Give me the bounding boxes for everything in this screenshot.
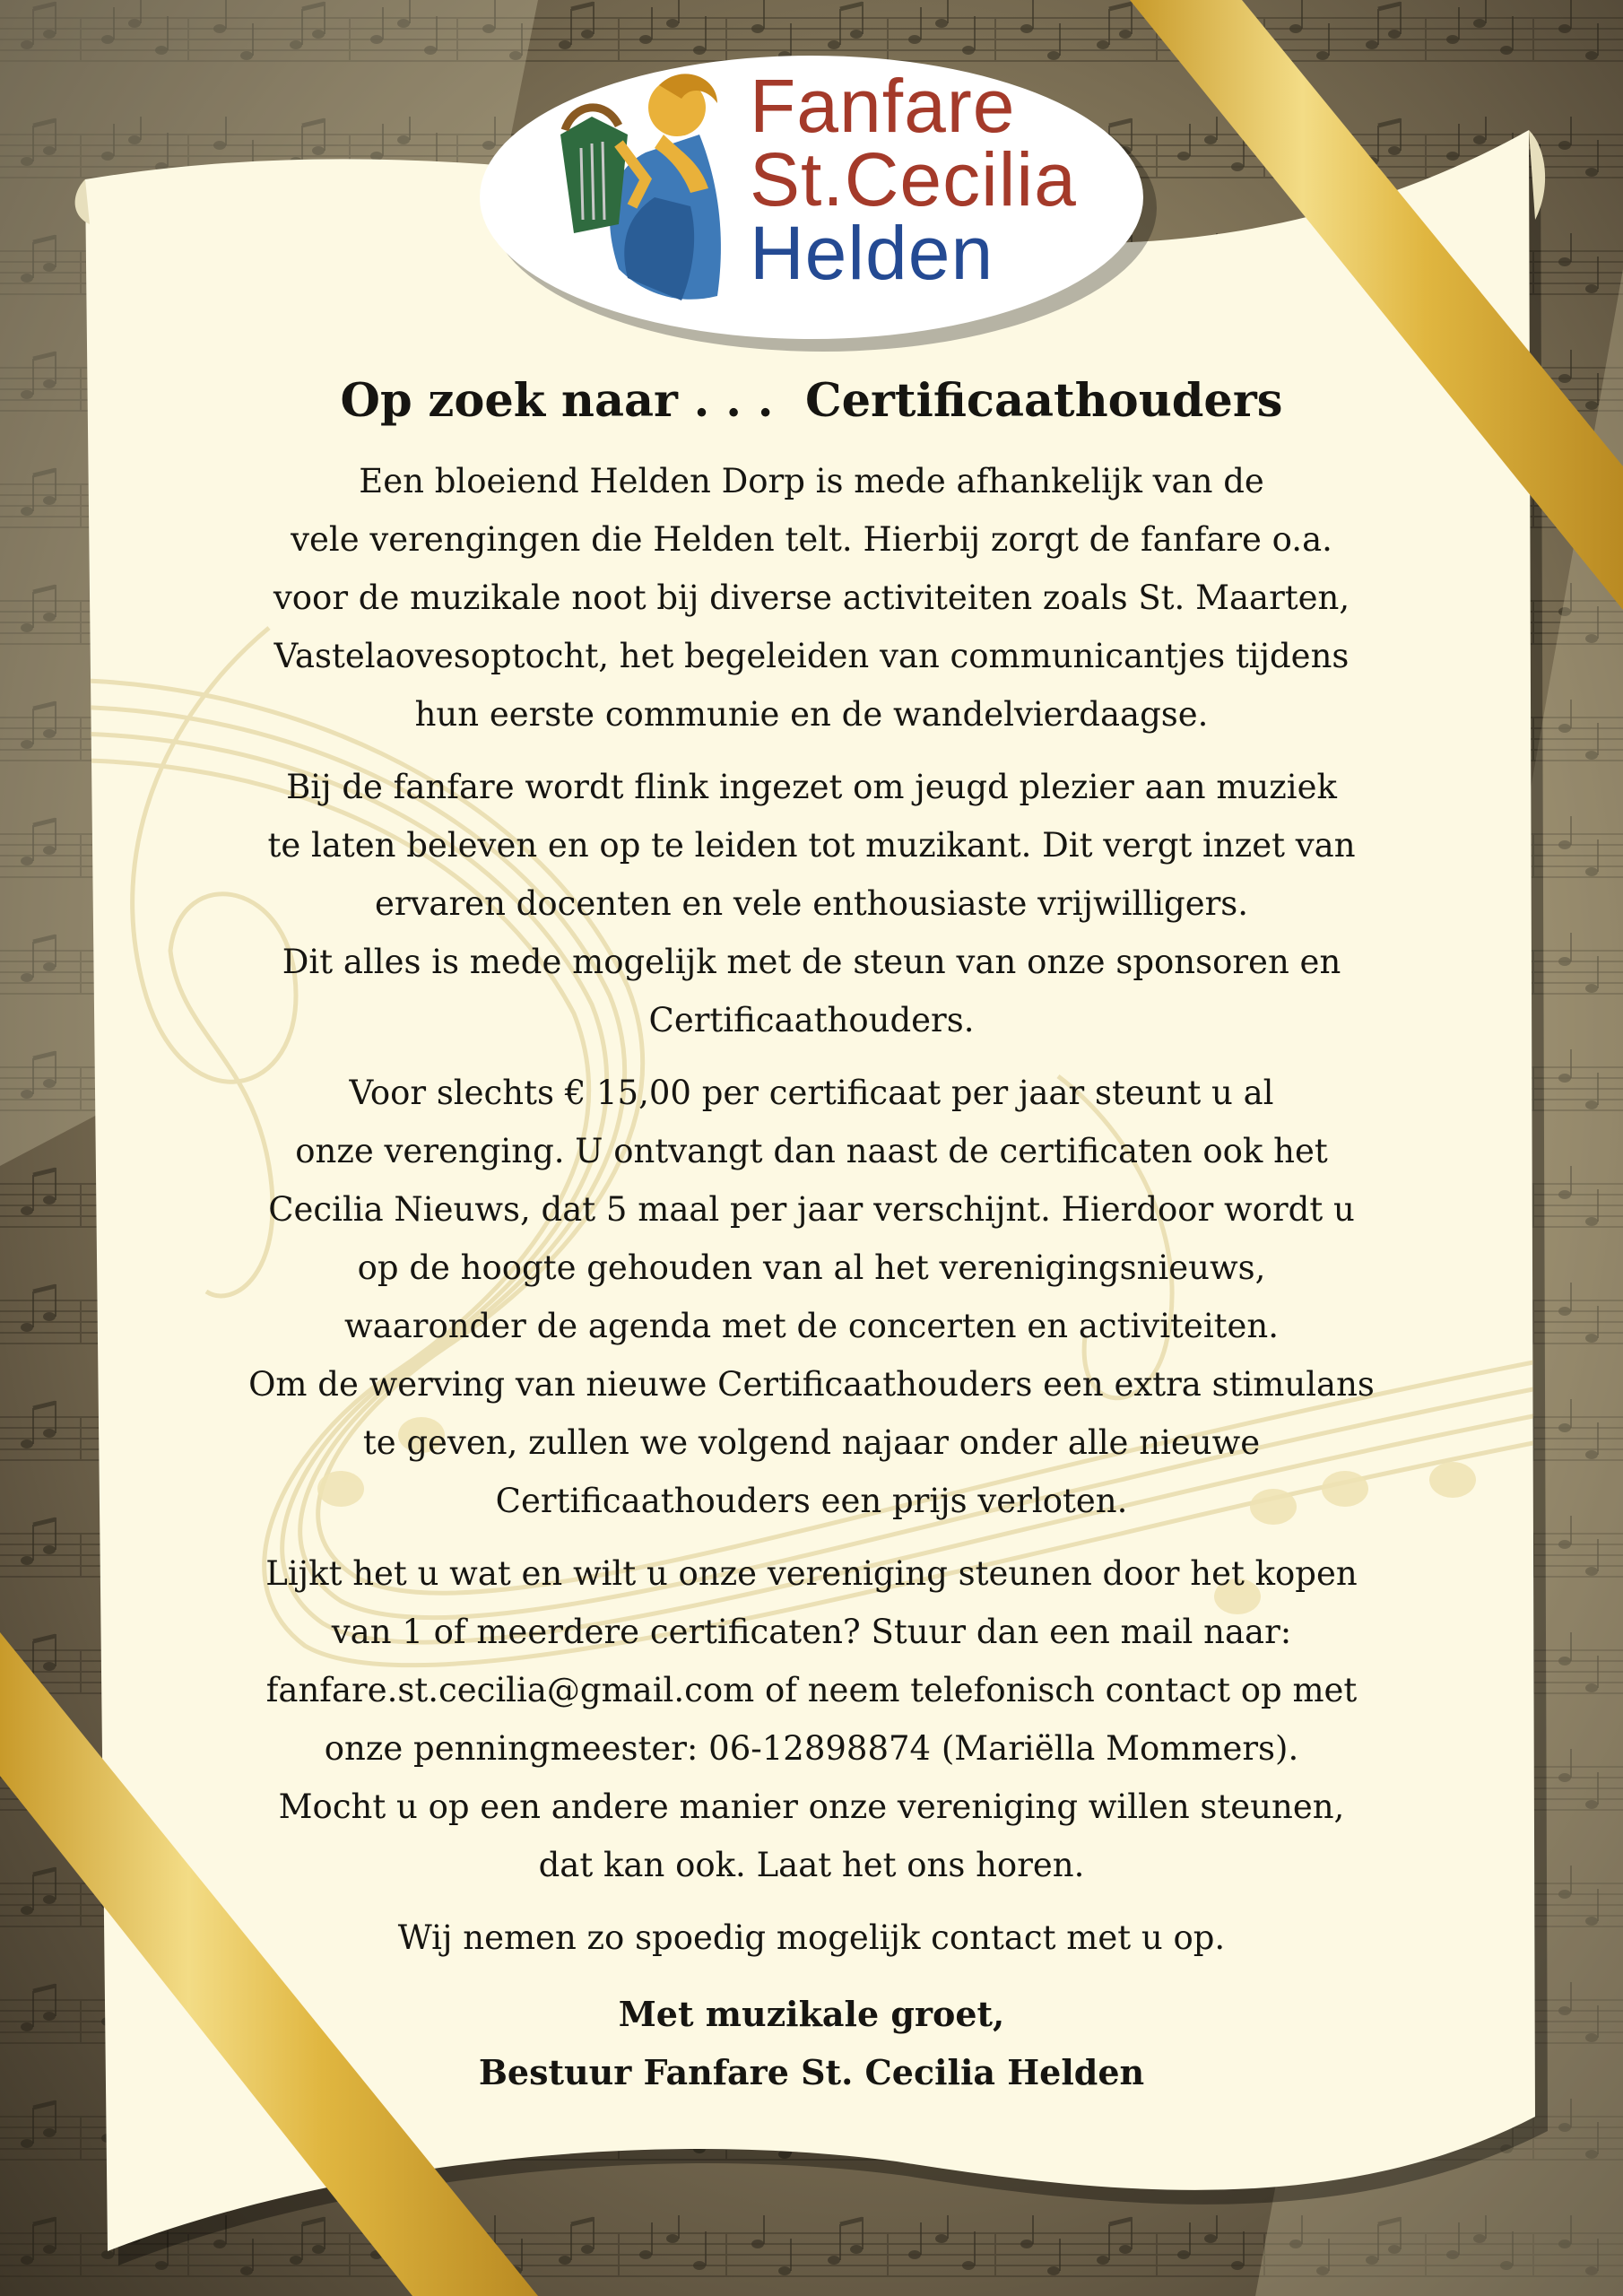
text-line: Wij nemen zo spoedig mogelijk contact met u op. bbox=[397, 1918, 1226, 1957]
text-line: waaronder de agenda met de concerten en activiteiten. bbox=[343, 1307, 1280, 1345]
text-line-phone: onze penningmeester: 06-12898874 (Mariëlla Mommers). bbox=[324, 1729, 1299, 1768]
text-line: vele verengingen die Helden telt. Hierbij zorgt de fanfare o.a. bbox=[291, 520, 1332, 559]
text-line-email: fanfare.st.cecilia@gmail.com of neem telefonisch contact op met bbox=[265, 1671, 1358, 1709]
text-line: op de hoogte gehouden van al het verenigingsnieuws, bbox=[357, 1248, 1266, 1287]
paragraph-1 bbox=[170, 452, 1453, 744]
text-line: Vastelaovesoptocht, het begeleiden van communicantjes tijdens bbox=[273, 637, 1350, 675]
text-line: voor de muzikale noot bij diverse activiteiten zoals St. Maarten, bbox=[273, 578, 1350, 617]
text-line: Certificaathouders een prijs verloten. bbox=[495, 1482, 1128, 1520]
paragraph-4 bbox=[170, 1544, 1453, 1894]
text-line: Dit alles is mede mogelijk met de steun van onze sponsoren en bbox=[282, 943, 1341, 981]
text-line: te laten beleven en op te leiden tot muzikant. Dit vergt inzet van bbox=[267, 826, 1356, 865]
text-line: ervaren docenten en vele enthousiaste vrijwilligers. bbox=[374, 884, 1249, 923]
text-line: Mocht u op een andere manier onze vereniging willen steunen, bbox=[278, 1787, 1345, 1826]
text-line: van 1 of meerdere certificaten? Stuur dan een mail naar: bbox=[331, 1613, 1292, 1651]
flyer-content bbox=[170, 370, 1453, 2101]
text-line: Voor slechts € 15,00 per certificaat per jaar steunt u al bbox=[349, 1074, 1274, 1112]
closing-sender: Bestuur Fanfare St. Cecilia Helden bbox=[478, 2052, 1145, 2092]
text-line: Certificaathouders. bbox=[648, 1001, 975, 1039]
text-line: te geven, zullen we volgend najaar onder alle nieuwe bbox=[362, 1423, 1261, 1462]
logo-wordmark bbox=[750, 64, 1135, 295]
text-line: Cecilia Nieuws, dat 5 maal per jaar verschijnt. Hierdoor wordt u bbox=[268, 1190, 1355, 1229]
text-line: dat kan ook. Laat het ons horen. bbox=[538, 1846, 1085, 1884]
text-line: onze verenging. U ontvangt dan naast de certificaten ook het bbox=[295, 1132, 1328, 1170]
page-title: Op zoek naar . . . Certificaathouders bbox=[340, 374, 1283, 428]
text-line: Lijkt het u wat en wilt u onze vereniging steunen door het kopen bbox=[265, 1554, 1358, 1593]
logo-line-fanfare: Fanfare bbox=[750, 64, 1016, 148]
text-line: hun eerste communie en de wandelvierdaagse. bbox=[414, 695, 1209, 734]
logo bbox=[481, 48, 1142, 344]
closing-signature bbox=[170, 1985, 1453, 2101]
text-line: Om de werving van nieuwe Certificaathouders een extra stimulans bbox=[248, 1365, 1375, 1404]
logo-line-helden: Helden bbox=[750, 211, 994, 295]
paragraph-2 bbox=[170, 758, 1453, 1049]
logo-line-st-cecilia: St.Cecilia bbox=[750, 137, 1077, 222]
paragraph-3 bbox=[170, 1064, 1453, 1530]
text-line: Bij de fanfare wordt flink ingezet om jeugd plezier aan muziek bbox=[286, 768, 1337, 806]
paragraph-5 bbox=[170, 1909, 1453, 1967]
text-line: Een bloeiend Helden Dorp is mede afhankelijk van de bbox=[359, 462, 1264, 500]
closing-greeting: Met muzikale groet, bbox=[618, 1994, 1005, 2034]
